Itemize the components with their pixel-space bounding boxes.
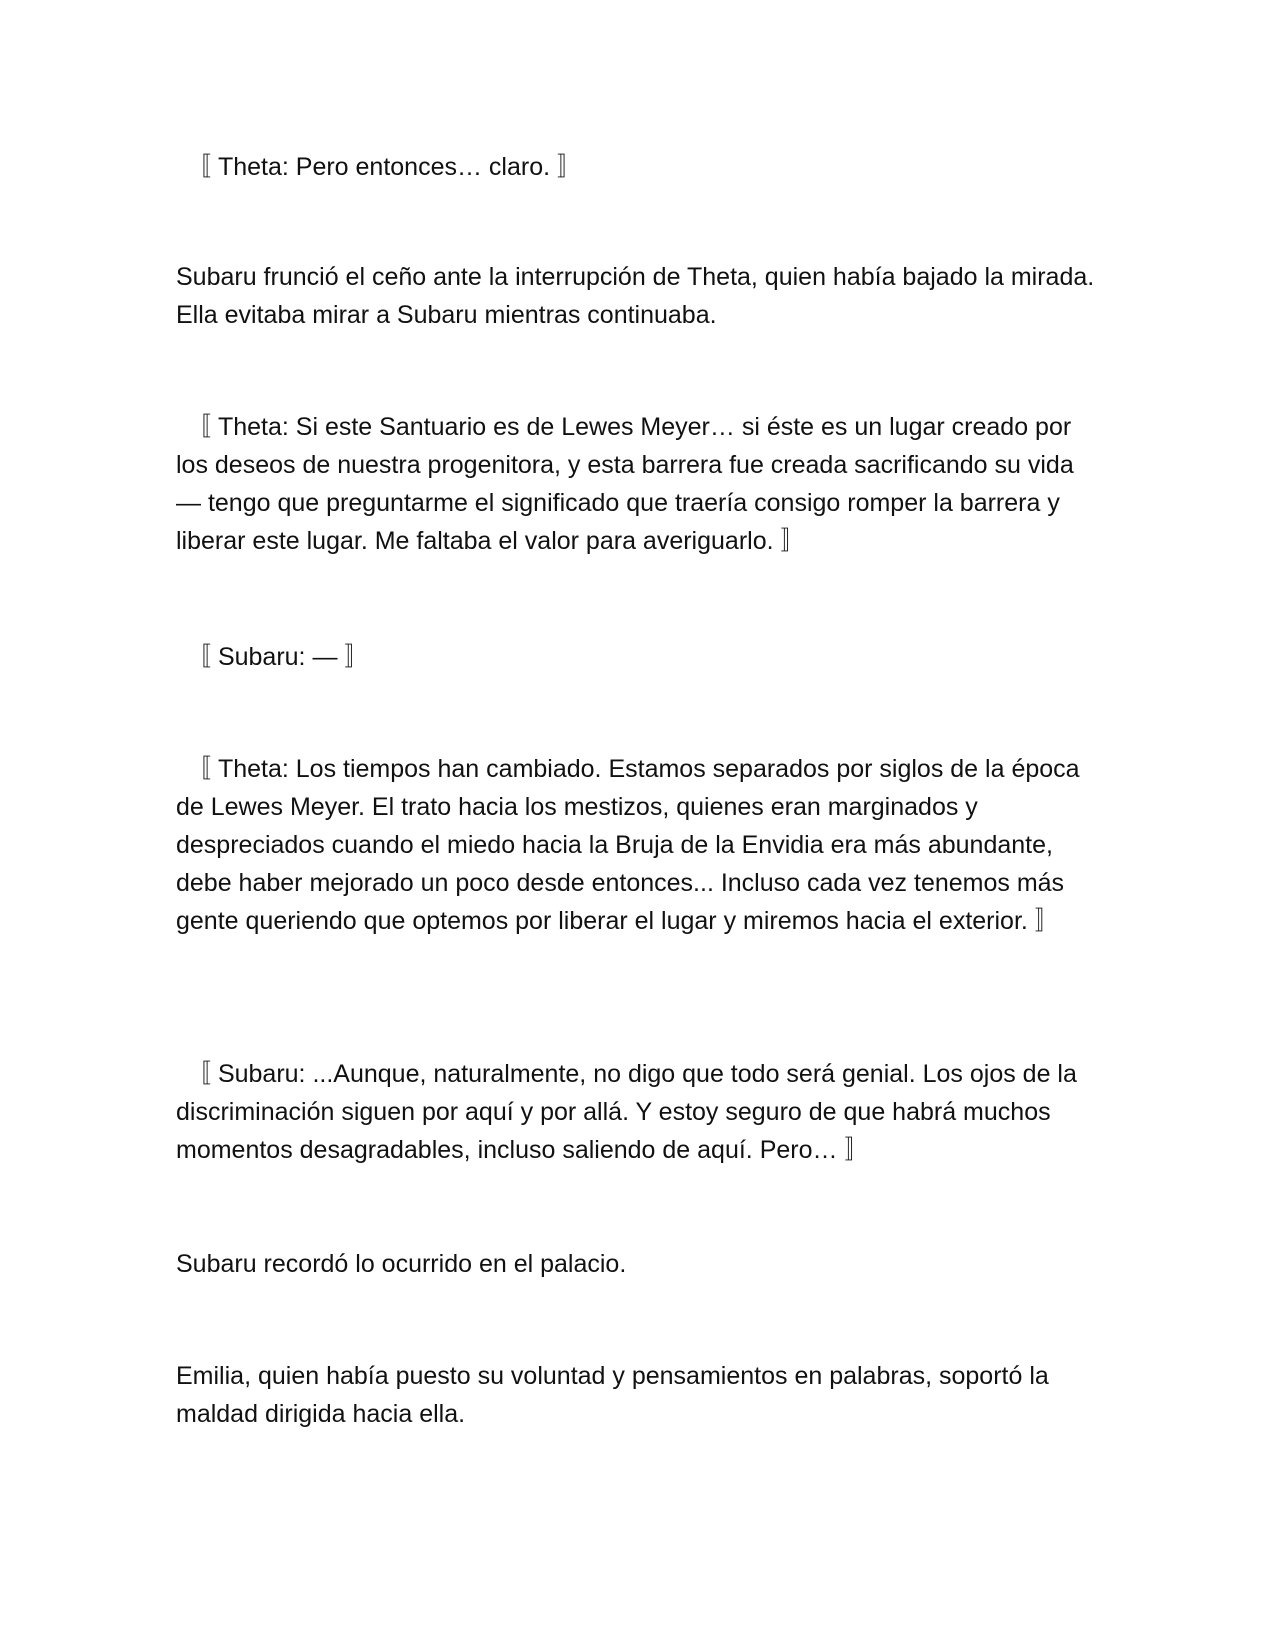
narration-paragraph-2: Subaru recordó lo ocurrido en el palacio. [176, 1250, 627, 1278]
narration-paragraph-1: Subaru frunció el ceño ante la interrupción de Theta, quien había bajado la mirada. Ella evitaba mirar a Subaru mientras continuaba. [176, 263, 1095, 329]
dialogue-theta-3: 〚 Theta: Los tiempos han cambiado. Estamos separados por siglos de la época de Lewes Meyer. El trato hacia los mestizos, quienes eran marginados y despreciados cuando el miedo hacia la Bruja de la Envidia era más abundante, debe haber mejorado un poco desde entonces... Incluso cada vez tenemos más gente queriendo que optemos por liberar el lugar y miremos hacia el exterior. 〛 [176, 755, 1080, 935]
dialogue-subaru-2: 〚 Subaru: ...Aunque, naturalmente, no digo que todo será genial. Los ojos de la discriminación siguen por aquí y por allá. Y estoy seguro de que habrá muchos momentos desagradables, incluso saliendo de aquí. Pero… 〛 [176, 1060, 1077, 1164]
dialogue-theta-2: 〚 Theta: Si este Santuario es de Lewes Meyer… si éste es un lugar creado por los deseos de nuestra progenitora, y esta barrera fue creada sacrificando su vida — tengo que preguntarme el significado que traería consigo romper la barrera y liberar este lugar. Me faltaba el valor para averiguarlo. 〛 [176, 413, 1074, 555]
dialogue-theta-1: 〚 Theta: Pero entonces… claro. 〛 [186, 153, 583, 181]
narration-paragraph-3: Emilia, quien había puesto su voluntad y pensamientos en palabras, soportó la maldad dirigida hacia ella. [176, 1362, 1049, 1428]
dialogue-subaru-1: 〚 Subaru: — 〛 [186, 643, 370, 671]
